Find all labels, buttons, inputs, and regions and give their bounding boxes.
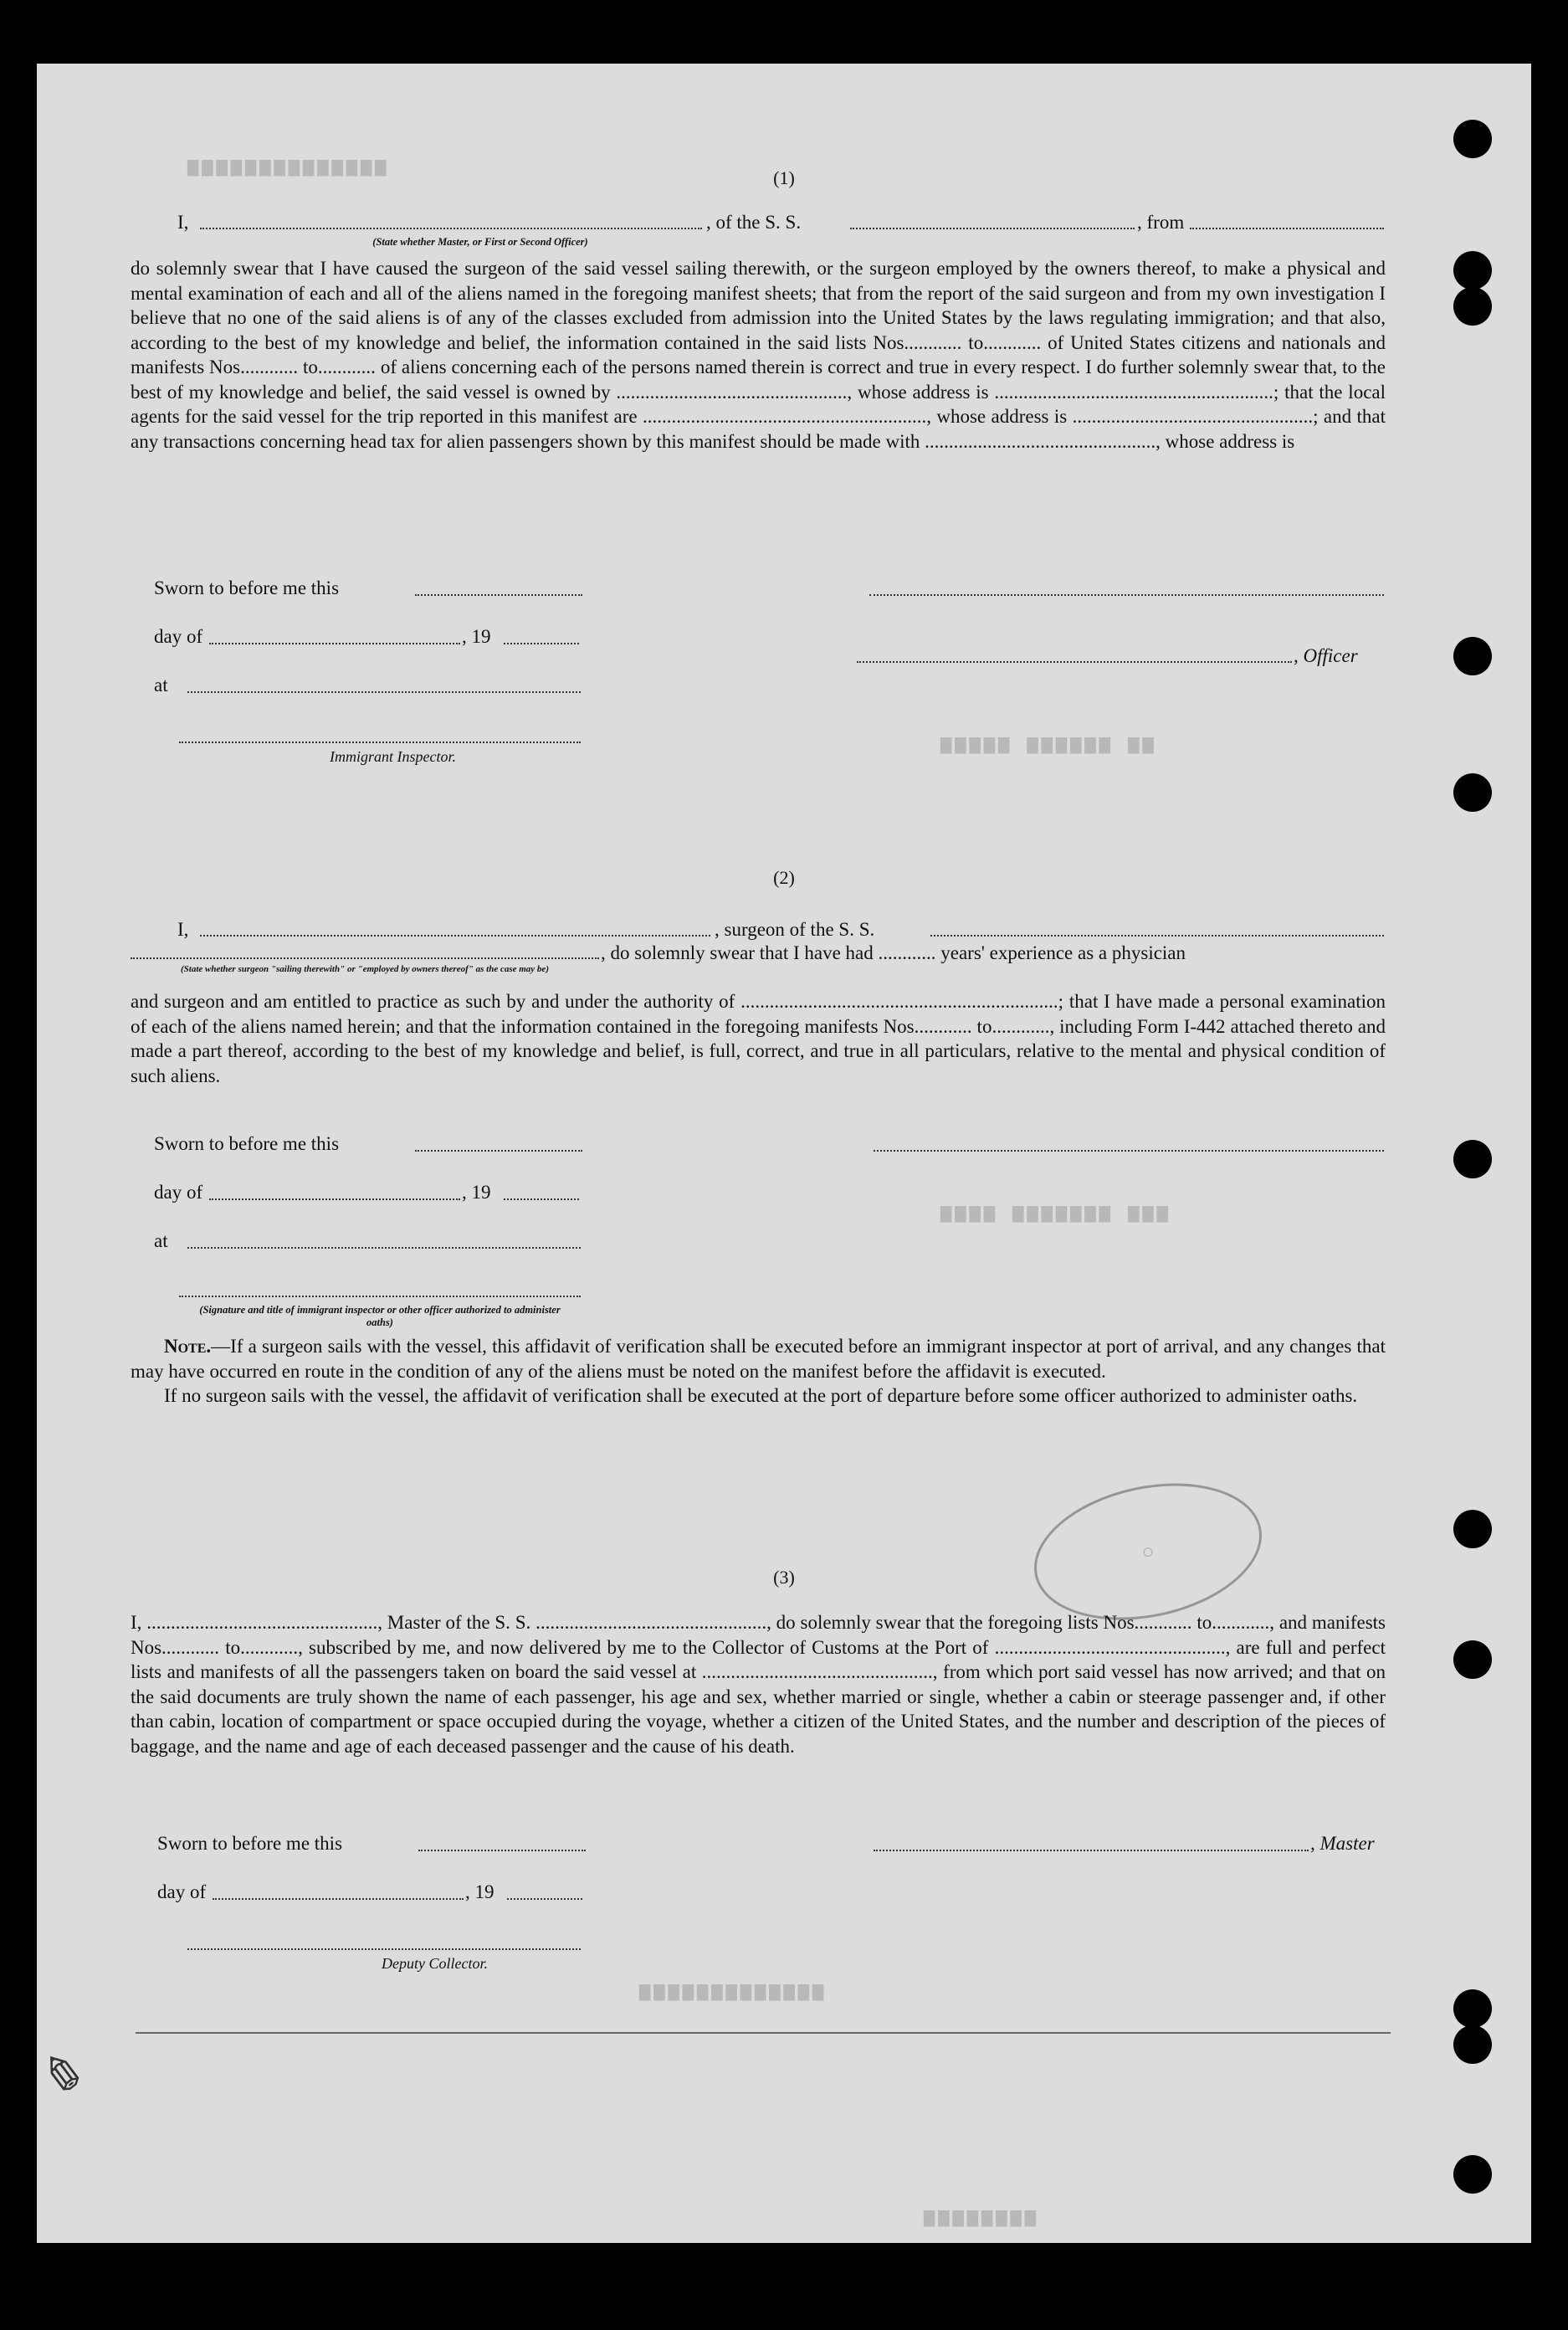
binder-hole-4 xyxy=(1453,637,1492,675)
section3-day-of-label: day of xyxy=(157,1881,207,1902)
section3-collector-signature-field[interactable] xyxy=(187,1948,581,1950)
bleed-through-3: ▆▆▆▆ ▆▆▆▆▆▆▆ ▆▆▆ xyxy=(940,1203,1171,1224)
section1-at-field[interactable] xyxy=(187,691,581,693)
section2-sworn-label: Sworn to before me this xyxy=(154,1133,340,1154)
manifest-page xyxy=(37,64,1531,2243)
bottom-rule xyxy=(136,2032,1391,2034)
section2-surgeon-ss-label: , surgeon of the S. S. xyxy=(715,919,875,940)
note-text: —If a surgeon sails with the vessel, this affidavit of verification shall be executed before an immigrant inspector at port of arrival, and any changes that may have occurred en route in the condition of any of the aliens must be noted on the manifest before the affidavit is executed. xyxy=(131,1336,1386,1382)
section1-officer-name-field[interactable] xyxy=(200,228,702,229)
section2-body: and surgeon and am entitled to practice as such by and under the authority of ..................................................................; that I have made a personal examination of each of the aliens named herein; and that the information contained in the foregoing manifests Nos............ to............, including Form I-442 attached thereto and made a part thereof, according to the best of my knowledge and belief, is full, correct, and true in all particulars, relative to the mental and physical condition of such aliens. xyxy=(131,991,1386,1086)
section2-experience-label: , do solemnly swear that I have had ............ years' experience as a physician xyxy=(601,942,1186,963)
section2-year-field[interactable] xyxy=(504,1198,579,1200)
binder-hole-8 xyxy=(1453,1640,1492,1679)
bleed-through-5: ▆▆▆▆▆▆▆▆ xyxy=(924,2207,1039,2228)
bleed-through-1: ▆▆▆▆▆▆▆▆▆▆▆▆▆▆ xyxy=(187,157,390,177)
section3-sworn-date-field[interactable] xyxy=(418,1850,586,1851)
section1-at-label: at xyxy=(154,675,168,695)
section1-officer-label: , Officer xyxy=(1294,645,1358,666)
section2-surgeon-name-field[interactable] xyxy=(200,935,710,937)
section1-year-field[interactable] xyxy=(504,643,579,644)
section3-number: (3) xyxy=(773,1567,795,1588)
section1-officer-signature-field[interactable] xyxy=(857,661,1292,663)
section2-oath-text xyxy=(131,989,1386,1088)
section2-vessel-field[interactable] xyxy=(930,935,1384,937)
section1-inspector-label: Immigrant Inspector. xyxy=(330,748,456,765)
binder-hole-6 xyxy=(1453,1140,1492,1178)
section2-day-of-label: day of xyxy=(154,1182,203,1203)
binder-hole-9 xyxy=(1453,1989,1492,2028)
section2-at-label: at xyxy=(154,1230,168,1251)
binder-hole-2 xyxy=(1453,251,1492,290)
section2-sworn-date-field[interactable] xyxy=(415,1150,582,1152)
section1-from-label: , from xyxy=(1137,212,1185,233)
section1-day-of-label: day of xyxy=(154,626,203,647)
binder-hole-5 xyxy=(1453,773,1492,812)
note-label: Note. xyxy=(164,1336,212,1357)
handwritten-mark: ✎ xyxy=(45,2039,90,2101)
section3-sworn-label: Sworn to before me this xyxy=(157,1833,343,1854)
section1-signature-line-1[interactable] xyxy=(869,594,1384,596)
section1-month-field[interactable] xyxy=(209,643,460,644)
section3-month-field[interactable] xyxy=(213,1898,464,1900)
section3-master-signature-field[interactable] xyxy=(874,1850,1309,1851)
section3-year-field[interactable] xyxy=(507,1898,582,1900)
section2-status-field[interactable] xyxy=(131,957,599,959)
section3-collector-label: Deputy Collector. xyxy=(382,1955,488,1972)
section1-i-label: I, xyxy=(177,212,189,233)
section3-master-label: , Master xyxy=(1310,1833,1375,1854)
note2-text: If no surgeon sails with the vessel, the affidavit of verification shall be executed at the port of departure before some officer authorized to administer oaths. xyxy=(164,1385,1358,1406)
section1-from-field[interactable] xyxy=(1190,228,1384,229)
binder-hole-1 xyxy=(1453,120,1492,158)
binder-hole-11 xyxy=(1453,2155,1492,2194)
section2-month-field[interactable] xyxy=(209,1198,460,1200)
section1-year-label: , 19 xyxy=(462,626,491,647)
section1-number: (1) xyxy=(773,167,795,188)
section2-note xyxy=(131,1334,1386,1409)
section2-number: (2) xyxy=(773,867,795,888)
section1-vessel-name-field[interactable] xyxy=(850,228,1135,229)
section1-oath-text xyxy=(131,256,1386,454)
section2-year-label: , 19 xyxy=(462,1182,491,1203)
section3-body: I, ................................................, Master of the S. S. ................................................, do solemnly swear that the foregoing lists Nos............ to............, and manifests Nos............ to............, subscribed by me, and now delivered by me to the Collector of Customs at the Port of ................................................, are full and perfect lists and manifests of all the passengers taken on board the said vessel at ................................................, from which port said vessel has now arrived; and that on the said documents are truly shown the name of each passenger, his age and sex, whether married or single, whether a cabin or steerage passenger and, if other than cabin, location of compartment or space occupied during the voyage, whether a citizen of the United States, and the number and description of the pieces of baggage, and the name and age of each deceased passenger and the cause of his death. xyxy=(131,1612,1386,1757)
section2-caption: (State whether surgeon "sailing therewith" or "employed by owners thereof" as the case may be) xyxy=(181,964,549,974)
section1-sworn-date-field[interactable] xyxy=(415,594,582,596)
binder-hole-7 xyxy=(1453,1510,1492,1548)
section1-ss-label: , of the S. S. xyxy=(706,212,802,233)
section2-sig-caption: (Signature and title of immigrant inspector or other officer authorized to administer oaths) xyxy=(199,1304,561,1328)
binder-hole-10 xyxy=(1453,2025,1492,2064)
section1-body: do solemnly swear that I have caused the surgeon of the said vessel sailing therewith, or the surgeon employed by the owners thereof, to make a physical and mental examination of each and all of the aliens named in the foregoing manifest sheets; that from the report of the said surgeon and from my own investigation I believe that no one of the said aliens is of any of the classes excluded from admission into the United States by the laws regulating immigration; and that also, according to the best of my knowledge and belief, the information contained in the said lists Nos............ to............ of United States citizens and nationals and manifests Nos............ to............ of aliens concerning each of the persons named therein is correct and true in every respect. I do further solemnly swear that, to the best of my knowledge and belief, the said vessel is owned by ................................................, whose address is ..........................................................; that the local agents for the said vessel for the trip reported in this manifest are ..........................................................., whose address is ..................................................; and that any transactions concerning head tax for alien passengers shown by this manifest should be made with ................................................, whose address is xyxy=(131,258,1386,452)
binder-hole-3 xyxy=(1453,287,1492,326)
section2-surgeon-signature-field[interactable] xyxy=(874,1150,1384,1152)
section3-year-label: , 19 xyxy=(465,1881,494,1902)
section2-inspector-signature-field[interactable] xyxy=(179,1296,581,1297)
section2-at-field[interactable] xyxy=(187,1247,581,1249)
section1-inspector-signature-field[interactable] xyxy=(179,742,581,743)
bleed-through-4: ▆▆▆▆▆▆▆▆▆▆▆▆▆ xyxy=(639,1981,828,2002)
bleed-through-2: ▆▆▆▆▆ ▆▆▆▆▆▆ ▆▆ xyxy=(940,734,1157,755)
official-stamp: ◌ xyxy=(1022,1464,1274,1640)
section2-i-label: I, xyxy=(177,919,189,940)
section3-oath-text xyxy=(131,1610,1386,1758)
section1-sworn-label: Sworn to before me this xyxy=(154,577,340,598)
section1-caption: (State whether Master, or First or Second Officer) xyxy=(372,236,588,248)
